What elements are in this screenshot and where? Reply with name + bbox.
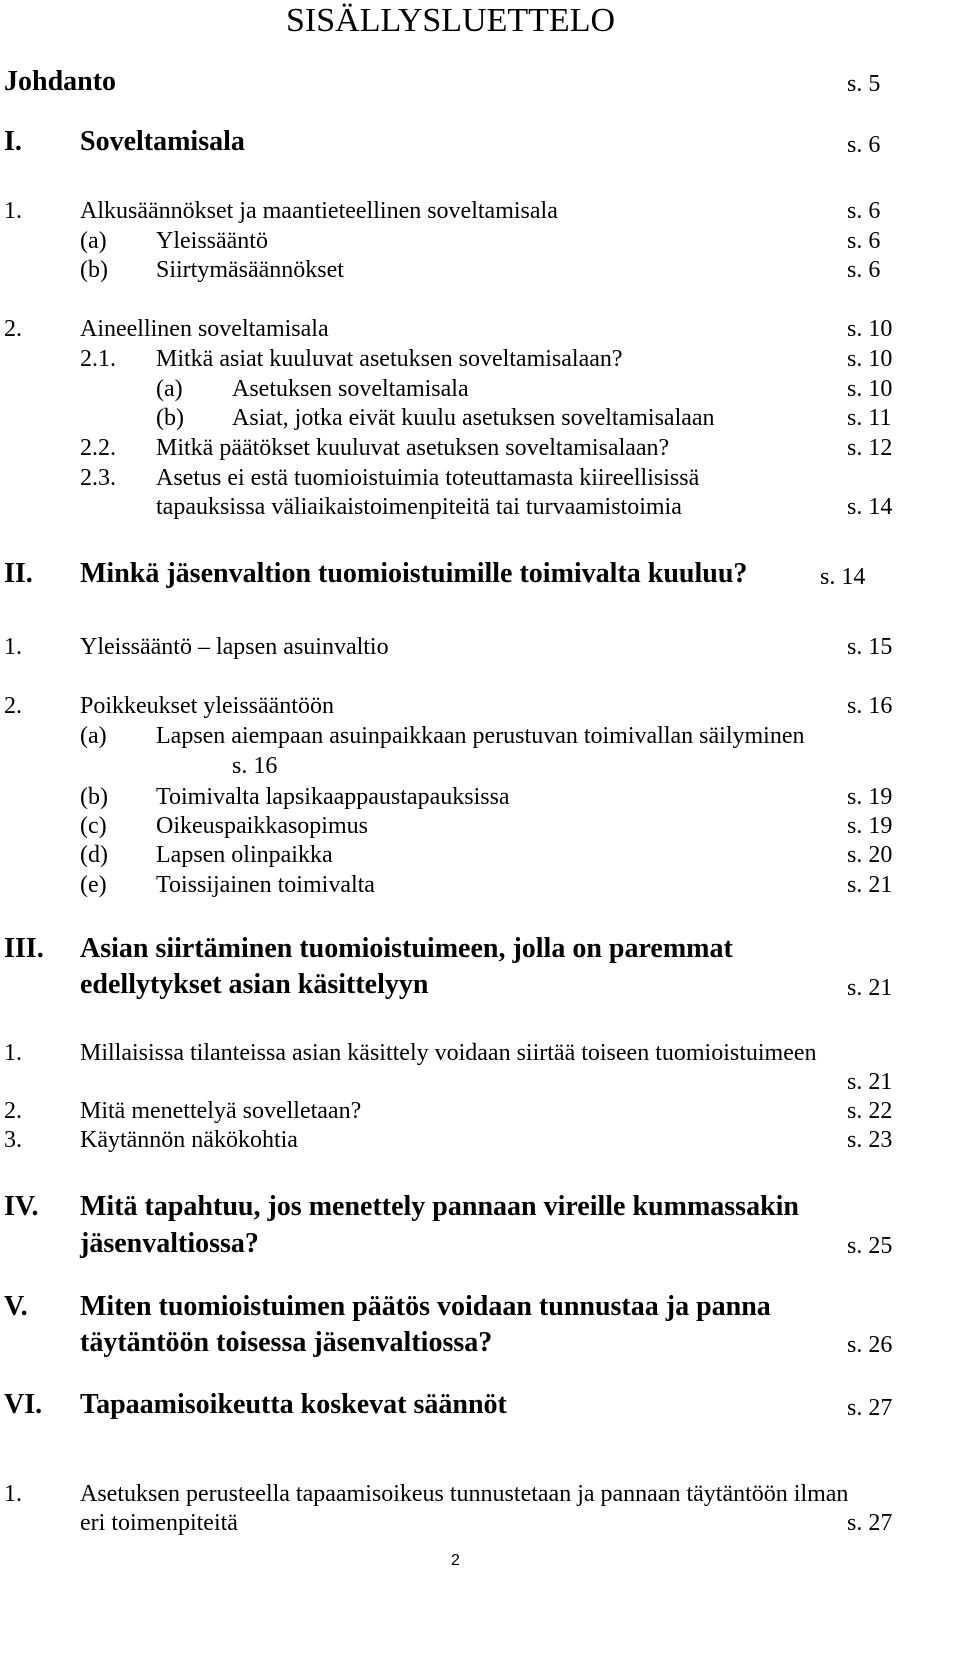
toc-page: s. 6 (847, 132, 881, 158)
toc-item-number: (d) (80, 842, 108, 868)
toc-page: s. 10 (847, 316, 893, 342)
toc-item-number: (b) (80, 257, 108, 283)
toc-page: s. 27 (847, 1510, 893, 1536)
toc-item-label: Aineellinen soveltamisala (80, 316, 329, 342)
toc-section-number: IV. (4, 1191, 39, 1222)
toc-section-title: Tapaamisoikeutta koskevat säännöt (80, 1389, 507, 1420)
toc-page: s. 6 (847, 257, 881, 283)
toc-page: s. 25 (847, 1233, 893, 1259)
toc-page: s. 22 (847, 1098, 893, 1124)
toc-item-number: (c) (80, 813, 107, 839)
toc-item-number: 1. (4, 198, 22, 224)
toc-page: s. 12 (847, 435, 893, 461)
toc-item-label: Lapsen olinpaikka (156, 842, 333, 868)
toc-section-title: Miten tuomioistuimen päätös voidaan tunnustaa ja panna (80, 1291, 771, 1322)
toc-item-label: Mitkä asiat kuuluvat asetuksen soveltamisalaan? (156, 346, 623, 372)
toc-page: s. 14 (847, 494, 893, 520)
toc-page: s. 19 (847, 813, 893, 839)
toc-item-label: Yleissääntö (156, 228, 268, 254)
toc-item-label: Millaisissa tilanteissa asian käsittely voidaan siirtää toiseen tuomioistuimeen (80, 1040, 817, 1066)
toc-item-number: 2.3. (80, 465, 116, 491)
toc-item-label: Asiat, jotka eivät kuulu asetuksen soveltamisalaan (232, 405, 715, 431)
toc-item-label-continued: tapauksissa väliaikaistoimenpiteitä tai turvaamistoimia (156, 494, 682, 520)
toc-item-number: (a) (80, 228, 107, 254)
toc-item-number: (e) (80, 872, 107, 898)
toc-item-label: Mitä menettelyä sovelletaan? (80, 1098, 362, 1124)
toc-page: s. 23 (847, 1127, 893, 1153)
toc-item-label: Lapsen aiempaan asuinpaikkaan perustuvan toimivallan säilyminen (156, 723, 805, 749)
toc-page: s. 26 (847, 1332, 893, 1358)
toc-item-number: (a) (80, 723, 107, 749)
toc-item-number: 2. (4, 316, 22, 342)
toc-item-number: 2.2. (80, 435, 116, 461)
toc-item-label: Alkusäännökset ja maantieteellinen soveltamisala (80, 198, 558, 224)
toc-page: s. 15 (847, 634, 893, 660)
toc-page: s. 5 (847, 71, 881, 97)
toc-section-number: II. (4, 558, 33, 589)
toc-item-number: 1. (4, 1481, 22, 1507)
toc-page: s. 14 (820, 564, 866, 590)
toc-item-label: Mitkä päätökset kuuluvat asetuksen soveltamisalaan? (156, 435, 670, 461)
toc-item-label: Siirtymäsäännökset (156, 257, 344, 283)
toc-page: s. 21 (847, 975, 893, 1001)
toc-item-label: Yleissääntö – lapsen asuinvaltio (80, 634, 389, 660)
toc-section-number: VI. (4, 1389, 43, 1420)
toc-heading-johdanto: Johdanto (4, 66, 117, 97)
toc-item-label: Asetus ei estä tuomioistuimia toteuttamasta kiireellisissä (156, 465, 700, 491)
page-number: 2 (451, 1552, 460, 1569)
toc-section-title: Minkä jäsenvaltion tuomioistuimille toimivalta kuuluu? (80, 558, 748, 589)
toc-page: s. 6 (847, 228, 881, 254)
toc-item-number: 2. (4, 1098, 22, 1124)
toc-page: s. 20 (847, 842, 893, 868)
toc-section-title-continued: edellytykset asian käsittelyyn (80, 969, 429, 1000)
toc-page: s. 6 (847, 198, 881, 224)
toc-page: s. 21 (847, 872, 893, 898)
toc-item-label: Toimivalta lapsikaappaustapauksissa (156, 784, 510, 810)
toc-item-label: Asetuksen soveltamisala (232, 376, 469, 402)
toc-section-title: Soveltamisala (80, 126, 245, 157)
toc-item-label: Asetuksen perusteella tapaamisoikeus tunnustetaan ja pannaan täytäntöön ilman (80, 1481, 849, 1507)
toc-section-title-continued: jäsenvaltiossa? (80, 1228, 259, 1259)
toc-section-title: Asian siirtäminen tuomioistuimeen, jolla on paremmat (80, 933, 733, 964)
toc-item-number: (a) (156, 376, 183, 402)
toc-item-label-continued: eri toimenpiteitä (80, 1510, 238, 1536)
toc-item-label: Käytännön näkökohtia (80, 1127, 298, 1153)
toc-page: s. 16 (847, 693, 893, 719)
toc-section-number: III. (4, 933, 44, 964)
toc-page: s. 11 (847, 405, 892, 431)
toc-section-number: V. (4, 1291, 28, 1322)
toc-page: s. 10 (847, 346, 893, 372)
toc-item-label: Toissijainen toimivalta (156, 872, 375, 898)
toc-section-title: Mitä tapahtuu, jos menettely pannaan vireille kummassakin (80, 1191, 799, 1222)
toc-page: s. 16 (232, 753, 278, 779)
toc-section-title-continued: täytäntöön toisessa jäsenvaltiossa? (80, 1327, 493, 1358)
toc-item-label: Oikeuspaikkasopimus (156, 813, 368, 839)
toc-item-number: (b) (156, 405, 184, 431)
toc-item-number: 3. (4, 1127, 22, 1153)
toc-item-label: Poikkeukset yleissääntöön (80, 693, 334, 719)
toc-item-number: 2. (4, 693, 22, 719)
toc-item-number: 1. (4, 634, 22, 660)
toc-page: s. 21 (847, 1069, 893, 1095)
toc-page: s. 10 (847, 376, 893, 402)
toc-item-number: (b) (80, 784, 108, 810)
toc-section-number: I. (4, 126, 22, 157)
toc-page: s. 27 (847, 1395, 893, 1421)
toc-page: s. 19 (847, 784, 893, 810)
toc-item-number: 2.1. (80, 346, 116, 372)
toc-item-number: 1. (4, 1040, 22, 1066)
page-title: SISÄLLYSLUETTELO (286, 2, 616, 39)
